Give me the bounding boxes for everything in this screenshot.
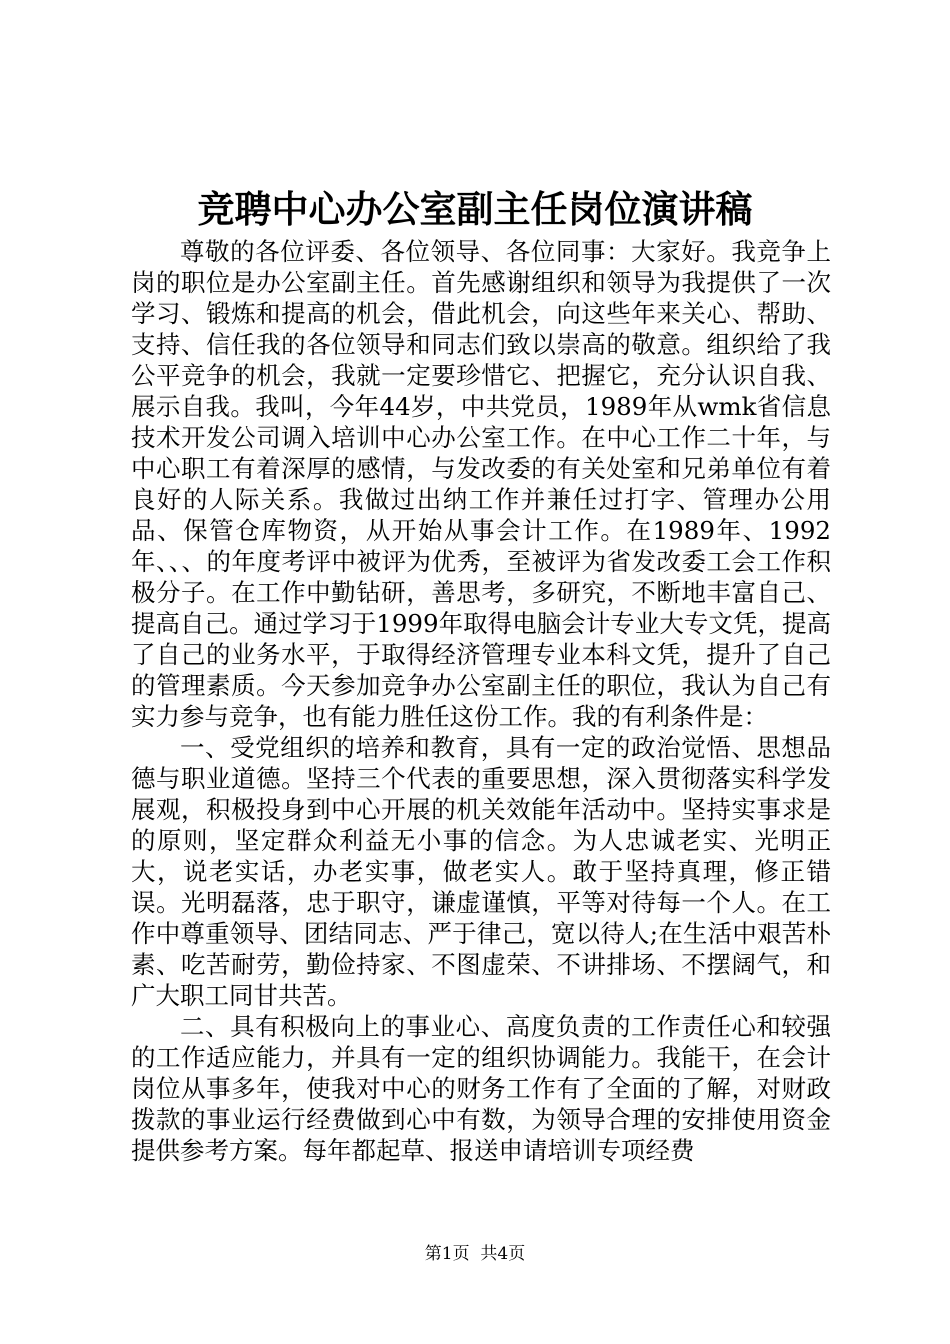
paragraph-intro: 尊敬的各位评委、各位领导、各位同事：大家好。我竞争上岗的职位是办公室副主任。首先感谢组织和领导为我提供了一次学习、锻炼和提高的机会，借此机会，向这些年来关心、帮助、支持、信任我的各位领导和同志们致以崇高的敬意。组织给了我公平竞争的机会，我就一定要珍惜它、把握它，充分认识自我、展示自我。我叫，今年44岁，中共党员，1989年从wmk省信息技术开发公司调入培训中心办公室工作。在中心工作二十年，与中心职工有着深厚的感情，与发改委的有关处室和兄弟单位有着良好的人际关系。我做过出纳工作并兼任过打字、管理办公用品、保管仓库物资，从开始从事会计工作。在1989年、1992年、、、的年度考评中被评为优秀，至被评为省发改委工会工作积极分子。在工作中勤钻研，善思考，多研究，不断地丰富自己、提高自己。通过学习于1999年取得电脑会计专业大专文凭，提高了自己的业务水平，于取得经济管理专业本科文凭，提升了自己的管理素质。今天参加竞争办公室副主任的职位，我认为自己有实力参与竞争，也有能力胜任这份工作。我的有利条件是：	[131, 237, 831, 731]
document-title: 竞聘中心办公室副主任岗位演讲稿	[197, 187, 753, 231]
page-number-footer: 第1页 共4页	[424, 1244, 526, 1264]
paragraph-point-one: 一、受党组织的培养和教育，具有一定的政治觉悟、思想品德与职业道德。坚持三个代表的重要思想，深入贯彻落实科学发展观，积极投身到中心开展的机关效能年活动中。坚持实事求是的原则，坚定群众利益无小事的信念。为人忠诚老实、光明正大，说老实话，办老实事，做老实人。敢于坚持真理，修正错误。光明磊落，忠于职守，谦虚谨慎，平等对待每一个人。在工作中尊重领导、团结同志、严于律己，宽以待人;在生活中艰苦朴素、吃苦耐劳，勤俭持家、不图虚荣、不讲排场、不摆阔气，和广大职工同甘共苦。	[131, 733, 831, 1010]
paragraph-point-two: 二、具有积极向上的事业心、高度负责的工作责任心和较强的工作适应能力，并具有一定的组织协调能力。我能干，在会计岗位从事多年，使我对中心的财务工作有了全面的了解，对财政拨款的事业运行经费做到心中有数，为领导合理的安排使用资金提供参考方案。每年都起草、报送申请培训专项经费	[131, 1012, 831, 1165]
document-body	[131, 236, 831, 1166]
